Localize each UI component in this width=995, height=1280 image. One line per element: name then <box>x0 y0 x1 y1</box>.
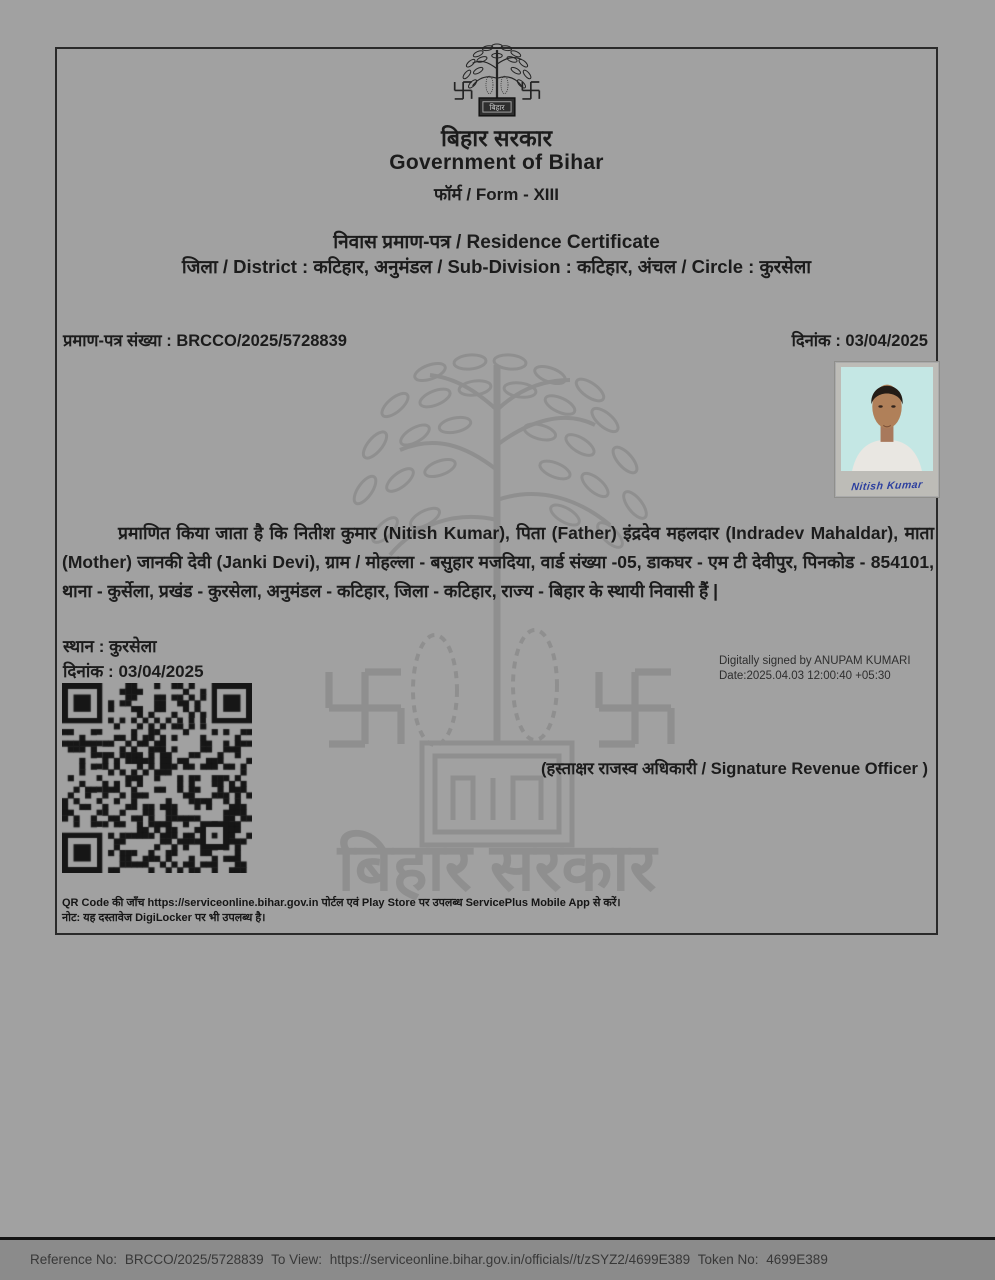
verification-notes <box>62 896 621 926</box>
district-subdivision-circle-line: जिला / District : कटिहार, अनुमंडल / Sub-Division : कटिहार, अंचल / Circle : कुरसेला <box>181 256 812 277</box>
digilocker-note: नोट: यह दस्तावेज DigiLocker पर भी उपलब्ध है। <box>62 912 266 924</box>
issue-date-bottom-label: दिनांक : <box>63 662 114 681</box>
applicant-photo-image <box>841 367 933 471</box>
org-name-hindi: बिहार सरकार <box>440 125 553 151</box>
swastika-icon <box>599 672 671 744</box>
form-number: फॉर्म / Form - XIII <box>434 185 559 204</box>
meta-row <box>63 328 928 351</box>
issue-date-bottom <box>63 659 204 682</box>
issue-place <box>63 634 157 657</box>
reference-footer-bar <box>0 1237 995 1280</box>
digital-signature-line2: Date:2025.04.03 12:00:40 +05:30 <box>719 670 891 682</box>
view-url: https://serviceonline.bihar.gov.in/officials//t/zSYZ2/4699E389 <box>329 1252 691 1267</box>
reference-label: Reference No: <box>30 1252 118 1267</box>
digital-signature-block <box>719 654 911 684</box>
certificate-number-label: प्रमाण-पत्र संख्या : <box>63 332 172 350</box>
bihar-state-emblem-icon <box>450 40 544 124</box>
issue-date-bottom-value: 03/04/2025 <box>118 662 204 681</box>
swastika-icon <box>329 672 401 744</box>
issue-place-value: कुरसेला <box>109 637 157 656</box>
person-silhouette-icon <box>841 367 933 471</box>
view-label: To View: <box>271 1252 322 1267</box>
certificate-number-value: BRCCO/2025/5728839 <box>176 332 347 350</box>
certificate-title: निवास प्रमाण-पत्र / Residence Certificate <box>333 232 660 253</box>
applicant-photo <box>834 361 940 498</box>
bihar-emblem-watermark-icon <box>295 350 700 900</box>
handwritten-signature: Nitish Kumar <box>850 478 924 494</box>
issue-date-value: 03/04/2025 <box>845 332 928 350</box>
qr-verification-note: QR Code की जाँच https://serviceonline.bihar.gov.in पोर्टल एवं Play Store पर उपलब्ध ServicePlus Mobile App से करें। <box>62 897 621 909</box>
issue-place-label: स्थान : <box>63 637 105 656</box>
certificate-border-frame <box>55 47 938 935</box>
revenue-officer-signature-line: (हस्ताक्षर राजस्व अधिकारी / Signature Revenue Officer ) <box>540 760 928 778</box>
issue-date-label: दिनांक : <box>791 332 841 350</box>
watermark-text: बिहार सरकार <box>337 830 657 900</box>
reference-number: BRCCO/2025/5728839 <box>124 1252 264 1267</box>
org-name-english: Government of Bihar <box>389 151 604 174</box>
certificate-body-paragraph: प्रमाणित किया जाता है कि नितीश कुमार (Nitish Kumar), पिता (Father) इंद्रदेव महलदार (Indradev Mahaldar), माता (Mother) जानकी देवी (Janki Devi), ग्राम / मोहल्ला - बसुहार मजदिया, वार्ड संख्या -05, डाकघर - एम टी देवीपुर, पिनकोड - 854101, थाना - कुर्सेला, प्रखंड - कुरसेला, अनुमंडल - कटिहार, जिला - कटिहार, राज्य - बिहार के स्थायी निवासी हैं | <box>62 523 934 601</box>
token-label: Token No: <box>697 1252 759 1267</box>
issue-date-top <box>792 328 928 351</box>
digital-signature-line1: Digitally signed by ANUPAM KUMARI <box>719 655 911 667</box>
certificate-number <box>63 328 347 351</box>
emblem-plinth-text: बिहार <box>488 103 505 113</box>
qr-code <box>62 683 252 873</box>
token-number: 4699E389 <box>766 1252 828 1267</box>
